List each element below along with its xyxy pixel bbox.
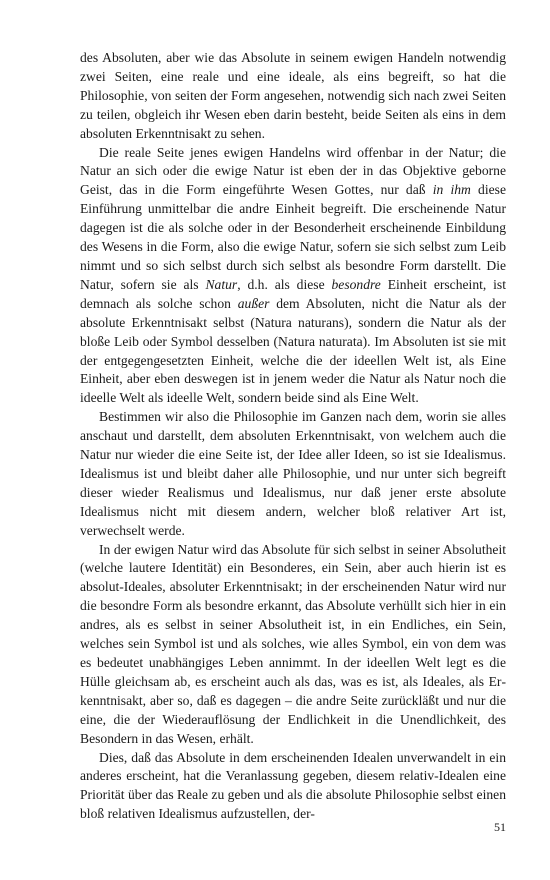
paragraph-text: dem Absoluten, nicht die Natur als der absolute Erkenntnisakt selbst (Natura naturans), sondern die Natur als der bloße Leib oder Symbol desselben (Natura naturata). Im Absoluten ist sie mit der entgegengesetzten Einheit, welche die der ideellen Welt ist, als Eine Einheit, aber eben deswegen ist in jenem weder die Natur als Natur noch die ideelle Welt als ideelle Welt, sondern beide sind als Eine Welt.: [80, 295, 507, 406]
paragraph-1: [80, 49, 506, 144]
paragraph-text: Bestimmen wir also die Philosophie im Ganzen nach dem, worin sie alles anschaut und darstellt, dem absoluten Erkenntnisakt, von welchem auch die Natur nur wieder die eine Seite ist, der Idee aller Ideen, so ist sie Idealismus. Idealismus ist und bleibt daher alle Philosophie, und nur unter sich begreift dieser wieder Realismus und Idealismus, nur daß jener erste absolute Idealismus nicht mit diesem andern, welcher bloß relativer Art ist, verwechselt werde.: [80, 409, 506, 538]
paragraph-3: [80, 408, 506, 540]
emphasized-text: besondre: [331, 276, 381, 292]
paragraph-text: In der ewigen Natur wird das Absolute für sich selbst in seiner Absolutheit (welche lautere Identität) ein Besonderes, ein Sein, aber auch hierin ist es absolut-Ideales, absoluter Erkenntnisakt; in der erscheinenden Natur wird nur die besondre Form als besondre erkannt, das Absolute verhüllt sich hier in ein andres, als es selbst in seiner Absolutheit ist, in ein Endliches, ein Sein, welches sein Symbol ist und als solches, wie alles Symbol, ein von dem was es bedeutet unabhängiges Leben annimmt. In der ideellen Welt legt es die Hülle gleichsam ab, es erscheint auch als das, was es ist, als Ideales, als Erkenntnisakt, aber so, daß es dagegen – die andre Seite zurückläßt und nur die eine, die der Wiederauflösung der Endlichkeit in die Unendlichkeit, des Besondern in das Wesen, erhält.: [80, 541, 506, 746]
emphasized-text: in ihm: [432, 182, 471, 198]
paragraph-text: , d.h. als diese: [237, 276, 332, 292]
page-body: [80, 49, 506, 824]
paragraph-2: [80, 144, 506, 409]
paragraph-text: diese Einführung unmittelbar die andre Einheit begreift. Die erscheinende Natur dagegen ist die als solche oder in der Besonderheit erscheinende Einbildung des Wesens in die Form, also die ewige Natur, sofern sie sich selbst zum Leib nimmt und so sich selbst durch sich selbst als besondre Form darstellt. Die Natur, sofern sie als: [80, 182, 506, 292]
paragraph-5: [80, 749, 506, 825]
paragraph-text: Einheit erscheint, ist demnach als solche schon: [80, 276, 506, 311]
emphasized-text: Natur: [205, 276, 238, 292]
paragraph-text: Die reale Seite jenes ewigen Handelns wird offenbar in der Natur; die Natur an sich oder die ewige Natur ist eben der in das Objektive geborne Geist, das in die Form eingeführte Wesen Gottes, nur daß: [80, 144, 506, 198]
page-number: 51: [494, 820, 506, 834]
paragraph-text: Dies, daß das Absolute in dem erscheinenden Idealen unverwandelt in ein anderes erscheint, hat die Veranlassung gegeben, diesem relativ-Idealen eine Priorität über das Reale zu geben und als die absolute Philosophie selbst einen bloß relativen Idealismus aufzustellen, der-: [80, 749, 506, 822]
paragraph-text: des Absoluten, aber wie das Absolute in seinem ewigen Handeln notwendig zwei Seiten, eine reale und eine ideale, als eins begreift, so hat die Philosophie, von seiten der Form angesehen, notwendig sich nach zwei Seiten zu teilen, obgleich ihr Wesen eben darin besteht, beide Seiten als eins in dem absoluten Erkenntnisakt zu sehen.: [80, 50, 506, 141]
emphasized-text: außer: [237, 295, 270, 311]
paragraph-4: [80, 541, 506, 749]
